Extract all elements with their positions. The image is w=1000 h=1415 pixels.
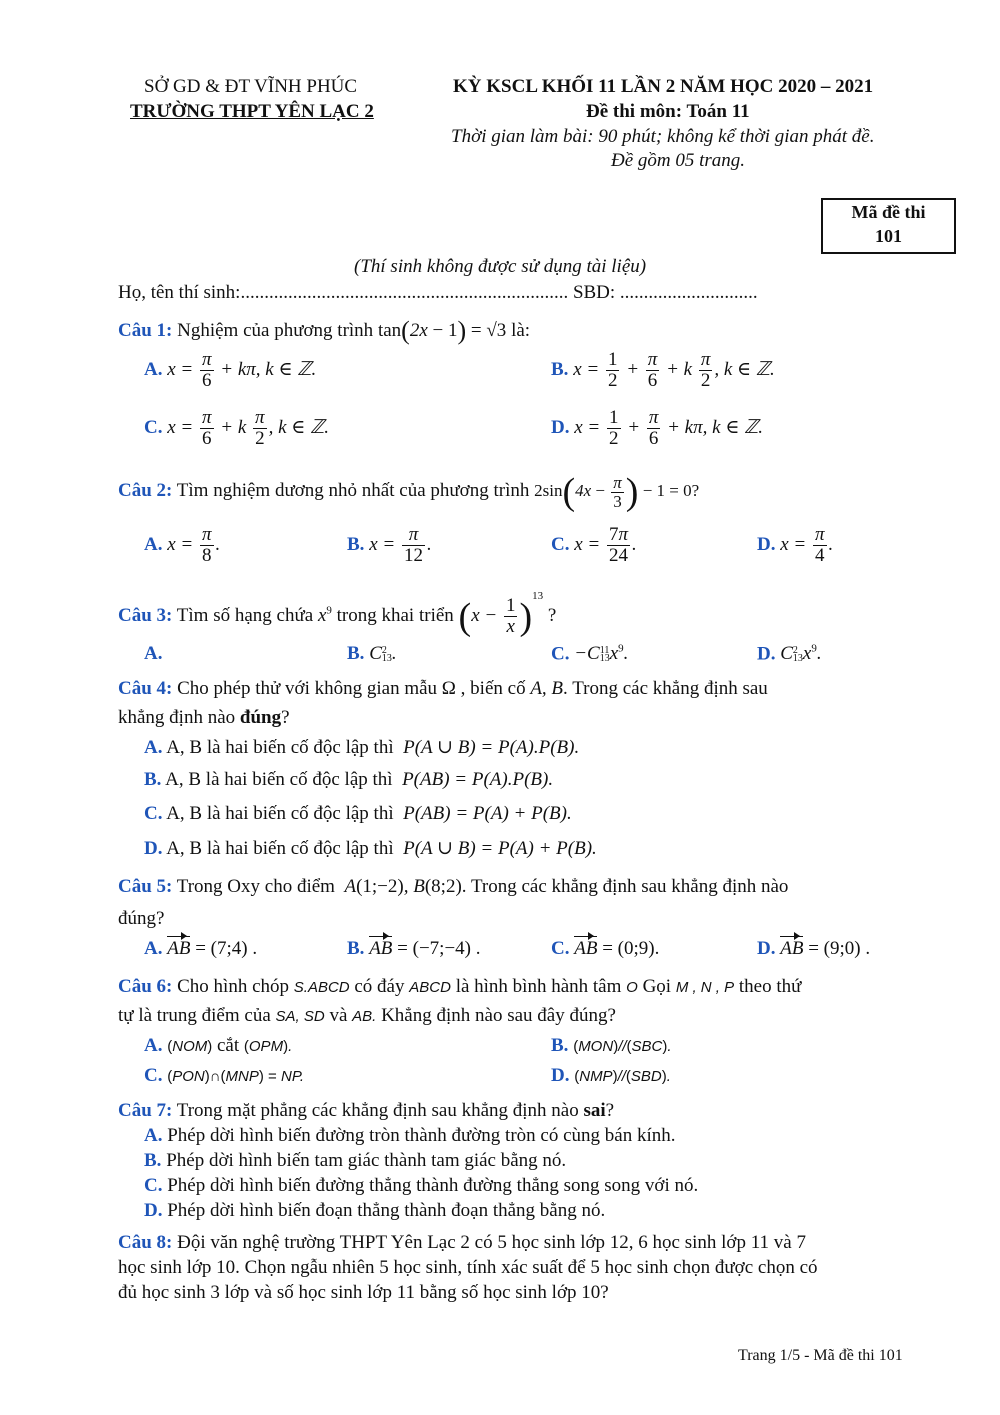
q4-option-a[interactable]: A. A, B là hai biến cố độc lập thì P(A ∪ B) = P(A).P(B). [144, 737, 580, 758]
q1-option-b[interactable]: B. x = $\frac{1}{2}$ + $\frac{\pi}{6}$ + k $\frac{\pi}{2}$ , k ∈ ℤ. [551, 349, 775, 391]
question-2 [118, 470, 699, 514]
question-5: Câu 5: Trong Oxy cho điểm A(1;−2), B(8;2). Trong các khẳng định sau khẳng định nào [118, 876, 789, 897]
question-1: Câu 1: Nghiệm của phương trình tan(2x − 1) = √3 là: [118, 316, 531, 345]
question-text: Tìm nghiệm dương nhỏ nhất của phương trình [176, 480, 530, 501]
q1-option-c[interactable]: C. x = $\frac{\pi}{6}$ + k $\frac{\pi}{2}$ , k ∈ ℤ. [144, 407, 329, 449]
exam-code-box [821, 198, 956, 254]
q2-option-b[interactable]: B. x = $\frac{\pi}{12}$ . [347, 524, 432, 566]
option-formula: x = $\frac{1}{2}$ + $\frac{\pi}{6}$ + kπ, k ∈ ℤ. [574, 407, 764, 449]
q4-option-b[interactable]: B. A, B là hai biến cố độc lập thì P(AB) = P(A).P(B). [144, 769, 554, 790]
question-3: Câu 3: Tìm số hạng chứa $x^9$ trong khai triển (x − $\frac{1}{x}$ )$^{13}$ ? [118, 590, 557, 638]
question-6: Câu 6: Cho hình chóp S.ABCD có đáy ABCD là hình bình hành tâm O Gọi M , N , P theo thứ [118, 976, 802, 997]
q4-option-c[interactable]: C. A, B là hai biến cố độc lập thì P(AB) = P(A) + P(B). [144, 803, 572, 824]
q6-option-c[interactable]: C. (PON)∩(MNP) = NP. [144, 1065, 305, 1086]
page-footer: Trang 1/5 - Mã đề thi 101 [738, 1347, 903, 1364]
q3-option-c[interactable]: C. −C11 $13x^9$. [551, 643, 629, 665]
option-formula: x = $\frac{\pi}{6}$ + k $\frac{\pi}{2}$ , k ∈ ℤ. [167, 407, 329, 449]
q4-option-d[interactable]: D. A, B là hai biến cố độc lập thì P(A ∪ B) = P(A) + P(B). [144, 838, 597, 859]
expansion: (x − $\frac{1}{x}$ )$^{13}$ ? [458, 590, 557, 638]
q2-option-d[interactable]: D. x = $\frac{\pi}{4}$ . [757, 524, 834, 566]
question-7: Câu 7: Trong mặt phẳng các khẳng định sau khẳng định nào sai? [118, 1100, 615, 1121]
q2-option-c[interactable]: C. x = $\frac{7\pi}{24}$ . [551, 524, 637, 566]
q5-option-d[interactable]: D. AB = (9;0) . [757, 938, 871, 959]
question-label: Câu 7: [118, 1100, 173, 1121]
q5-option-b[interactable]: B. AB = (−7;−4) . [347, 938, 481, 959]
q1-option-a[interactable]: A. x = $\frac{\pi}{6}$ + kπ, k ∈ ℤ. [144, 349, 317, 391]
q5-option-c[interactable]: C. AB = (0;9). [551, 938, 660, 959]
school-name: TRƯỜNG THPT YÊN LẠC 2 [130, 101, 374, 122]
question-label: Câu 5: [118, 876, 173, 897]
q3-option-a[interactable]: A. [144, 643, 163, 664]
question-8-line2: học sinh lớp 10. Chọn ngẫu nhiên 5 học sinh, tính xác suất để 5 học sinh chọn được chọn có [118, 1257, 818, 1278]
exam-duration: Thời gian làm bài: 90 phút; không kể thời gian phát đề. [451, 126, 875, 147]
q2-option-a[interactable]: A. x = $\frac{\pi}{8}$ . [144, 524, 221, 566]
notice: (Thí sinh không được sử dụng tài liệu) [354, 256, 647, 277]
q6-option-a[interactable]: A. (NOM) cắt (OPM). [144, 1035, 293, 1056]
q6-option-d[interactable]: D. (NMP)//(SBD). [551, 1065, 671, 1086]
question-label: Câu 4: [118, 678, 173, 699]
option-formula: x = $\frac{\pi}{6}$ + kπ, k ∈ ℤ. [167, 349, 317, 391]
q3-option-b[interactable]: B. C2 13. [347, 643, 397, 664]
question-label: Câu 1: [118, 320, 173, 341]
q6-option-b[interactable]: B. (MON)//(SBC). [551, 1035, 672, 1056]
question-label: Câu 8: [118, 1232, 173, 1253]
dept-name: SỞ GD & ĐT VĨNH PHÚC [144, 76, 358, 97]
question-4: Câu 4: Cho phép thử với không gian mẫu Ω , biến cố A, B. Trong các khẳng định sau [118, 678, 768, 699]
exam-title: KỲ KSCL KHỐI 11 LẦN 2 NĂM HỌC 2020 – 2021 [453, 76, 874, 97]
exam-subject: Đề thi môn: Toán 11 [586, 101, 750, 122]
exam-code-label: Mã đề thi [851, 202, 926, 222]
question-text: Nghiệm của phương trình [177, 320, 374, 341]
q7-option-b[interactable]: B. Phép dời hình biến tam giác thành tam giác bằng nó. [144, 1150, 567, 1171]
q7-option-a[interactable]: A. Phép dời hình biến đường tròn thành đường tròn có cùng bán kính. [144, 1125, 676, 1146]
candidate-line: Họ, tên thí sinh:..................................................................... SBD: ............................. [118, 282, 758, 303]
question-8: Câu 8: Đội văn nghệ trường THPT Yên Lạc 2 có 5 học sinh lớp 12, 6 học sinh lớp 11 và 7 [118, 1232, 806, 1253]
q7-option-c[interactable]: C. Phép dời hình biến đường thẳng thành đường thẳng song song với nó. [144, 1175, 699, 1196]
q5-option-a[interactable]: A. AB = (7;4) . [144, 938, 258, 959]
exam-pages: Đề gồm 05 trang. [611, 150, 746, 171]
question-label: Câu 2: [118, 480, 173, 501]
equation: 2sin(4x − $\frac{\pi}{3}$ ) − 1 = 0? [534, 471, 700, 513]
q1-option-d[interactable]: D. x = $\frac{1}{2}$ + $\frac{\pi}{6}$ + kπ, k ∈ ℤ. [551, 407, 764, 449]
q7-option-d[interactable]: D. Phép dời hình biến đoạn thẳng thành đoạn thẳng bằng nó. [144, 1200, 606, 1221]
question-4-line2: khẳng định nào đúng? [118, 707, 290, 728]
question-6-line2: tự là trung điểm của SA, SD và AB. Khẳng định nào sau đây đúng? [118, 1005, 616, 1026]
question-label: Câu 3: [118, 605, 173, 626]
option-formula: x = $\frac{1}{2}$ + $\frac{\pi}{6}$ + k $\frac{\pi}{2}$ , k ∈ ℤ. [573, 349, 775, 391]
question-8-line3: đủ học sinh 3 lớp và số học sinh lớp 11 bằng số học sinh lớp 10? [118, 1282, 609, 1303]
question-5-line2: đúng? [118, 908, 165, 929]
equation: tan(2x − 1) = √3 [377, 316, 507, 345]
exam-code-value: 101 [875, 226, 902, 246]
question-label: Câu 6: [118, 976, 173, 997]
q3-option-d[interactable]: D. C2 $13x^9$. [757, 643, 822, 665]
